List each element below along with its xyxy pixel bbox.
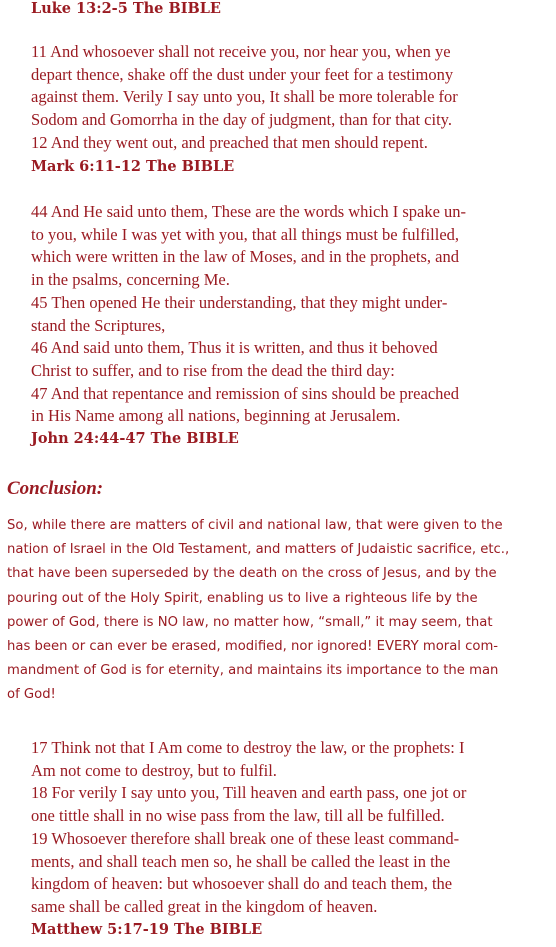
paragraph-line: has been or can ever be erased, modified, nor ignored! EVERY moral com- [7, 639, 499, 655]
verse-block-john [31, 201, 531, 428]
paragraph-line: of God! [7, 687, 56, 703]
verse-line: 45 Then opened He their understanding, that they might under- [31, 292, 448, 312]
verse-block-matthew [31, 737, 531, 919]
verse-line: stand the Scriptures, [31, 315, 166, 335]
scripture-reference-john: John 24:44-47 The BIBLE [31, 430, 239, 447]
verse-line: depart thence, shake off the dust under your feet for a testimony [31, 64, 454, 84]
verse-line: Am not come to destroy, but to fulfil. [31, 760, 277, 780]
verse-line: 17 Think not that I Am come to destroy the law, or the prophets: I [31, 738, 465, 757]
verse-line: to you, while I was yet with you, that all things must be fulfilled, [31, 224, 460, 244]
verse-line: one tittle shall in no wise pass from the law, till all be fulfilled. [31, 806, 445, 826]
verse-line: which were written in the law of Moses, and in the prophets, and [31, 247, 459, 267]
verse-line: 18 For verily I say unto you, Till heaven and earth pass, one jot or [31, 783, 467, 803]
verse-line: 46 And said unto them, Thus it is written, and thus it behoved [31, 338, 438, 358]
verse-line: 11 And whosoever shall not receive you, nor hear you, when ye [31, 42, 451, 61]
verse-line: in the psalms, concerning Me. [31, 270, 230, 290]
verse-line: 44 And He said unto them, These are the words which I spake un- [31, 202, 467, 221]
scripture-reference-matthew: Matthew 5:17-19 The BIBLE [31, 921, 263, 938]
verse-line: same shall be called great in the kingdom of heaven. [31, 896, 378, 916]
paragraph-line: nation of Israel in the Old Testament, and matters of Judaistic sacrifice, etc., [7, 542, 510, 558]
verse-line: Sodom and Gomorrha in the day of judgment, than for that city. [31, 110, 452, 130]
conclusion-heading: Conclusion: [7, 478, 104, 499]
paragraph-line: So, while there are matters of civil and national law, that were given to the [7, 518, 503, 533]
verse-line: against them. Verily I say unto you, It shall be more tolerable for [31, 87, 458, 107]
verse-line: 12 And they went out, and preached that men should repent. [31, 132, 428, 152]
scripture-reference-mark: Mark 6:11-12 The BIBLE [31, 158, 235, 175]
verse-line: Christ to suffer, and to rise from the dead the third day: [31, 360, 395, 380]
paragraph-line: power of God, there is NO law, no matter how, “small,” it may seem, that [7, 614, 493, 630]
verse-line: kingdom of heaven: but whosoever shall do and teach them, the [31, 874, 453, 894]
verse-line: ments, and shall teach men so, he shall be called the least in the [31, 851, 451, 871]
verse-line: 19 Whosoever therefore shall break one of these least command- [31, 828, 460, 848]
paragraph-line: that have been superseded by the death on the cross of Jesus, and by the [7, 566, 497, 582]
verse-block-mark [31, 41, 531, 155]
scripture-reference-luke: Luke 13:2-5 The BIBLE [31, 0, 221, 17]
verse-line: 47 And that repentance and remission of sins should be preached [31, 383, 459, 403]
paragraph-line: mandment of God is for eternity, and maintains its importance to the man [7, 663, 499, 679]
paragraph-line: pouring out of the Holy Spirit, enabling us to live a righteous life by the [7, 590, 478, 606]
conclusion-paragraph [7, 514, 552, 708]
verse-line: in His Name among all nations, beginning at Jerusalem. [31, 406, 401, 426]
